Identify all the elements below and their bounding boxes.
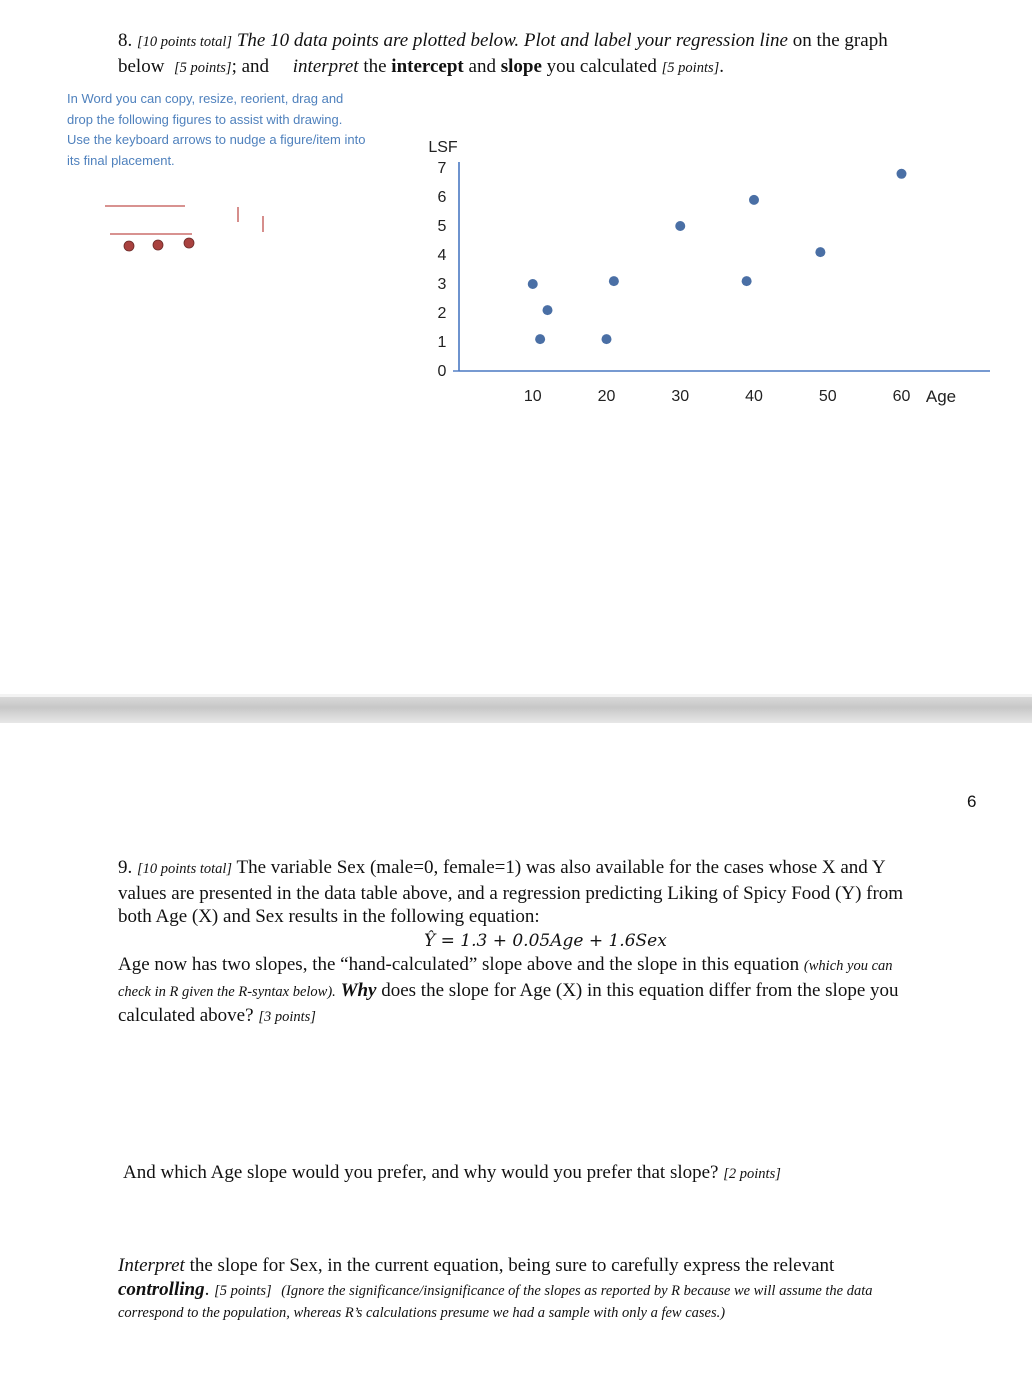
data-point-2 xyxy=(535,334,545,344)
q9-followup-points: [2 points] xyxy=(723,1166,781,1182)
x-tick-label-50: 50 xyxy=(818,388,837,405)
q9-equation: Ŷ = 1.3 + 0.05Age + 1.6Sex xyxy=(424,930,667,951)
q9-ignore-2: correspond to the population, whereas R’s calculations presume we had a sample with only a few cases.) xyxy=(118,1305,726,1321)
q9-line-3: both Age (X) and Sex results in the following equation: xyxy=(118,906,540,927)
x-tick-label-20: 20 xyxy=(597,388,616,405)
x-tick-label-40: 40 xyxy=(745,388,763,405)
data-point-9 xyxy=(815,247,825,257)
q9-why: Why xyxy=(340,979,377,1001)
q8-interpret: interpret xyxy=(292,55,359,77)
word-drawing-hint xyxy=(67,89,397,171)
page-number: 6 xyxy=(967,792,977,811)
data-point-4 xyxy=(602,334,612,344)
q8-points-a: [5 points] xyxy=(173,59,232,76)
q8-intercept: intercept xyxy=(391,55,464,77)
q8-text-f: and xyxy=(468,55,496,77)
x-axis-label: Age xyxy=(925,387,957,406)
q8-text-c: below xyxy=(118,55,165,77)
y-tick-labels xyxy=(438,160,447,380)
y-tick-label-0: 0 xyxy=(437,363,447,380)
y-tick-label-6: 6 xyxy=(437,189,447,206)
hint-line-3: Use the keyboard arrows to nudge a figure/item into xyxy=(67,132,366,147)
data-point-1 xyxy=(528,279,538,289)
q8-points-b: [5 points] xyxy=(661,59,720,76)
data-point-6 xyxy=(675,221,685,231)
q9-points: [3 points] xyxy=(258,1009,316,1025)
data-point-5 xyxy=(609,276,619,286)
q9-line-6: calculated above? xyxy=(118,1005,254,1026)
data-point-10 xyxy=(897,169,907,179)
q9-line-2: values are presented in the data table above, and a regression predicting Liking of Spicy Food (Y) from xyxy=(118,882,904,904)
q8-text-d: ; and xyxy=(231,55,270,77)
q8-number: 8. xyxy=(118,30,133,51)
q9-points-total: [10 points total] xyxy=(137,861,233,877)
drawing-helper-figures xyxy=(95,195,275,255)
y-tick-label-7: 7 xyxy=(437,160,447,177)
q9-followup xyxy=(123,1161,781,1187)
q8-text-e: the xyxy=(363,55,387,77)
scatter-chart xyxy=(415,130,1005,420)
x-tick-label-10: 10 xyxy=(523,388,542,405)
q8-period: . xyxy=(719,55,725,77)
q9-paren-2: check in R given the R-syntax below). xyxy=(118,983,336,1000)
q9-line-4: Age now has two slopes, the “hand-calculated” slope above and the slope in this equation xyxy=(118,954,800,975)
red-dot-figure-3[interactable] xyxy=(184,238,194,248)
hint-line-4: its final placement. xyxy=(67,152,175,168)
data-points xyxy=(528,169,907,344)
y-tick-label-2: 2 xyxy=(437,305,447,322)
q9-ignore-1: (Ignore the significance/insignificance of the slopes as reported by R because we will assume the data xyxy=(281,1282,873,1299)
red-dot-figure-2[interactable] xyxy=(153,240,163,250)
x-tick-labels xyxy=(524,387,956,406)
q8-prompt xyxy=(118,29,998,80)
q8-text-b: on the graph xyxy=(792,30,888,51)
y-tick-label-4: 4 xyxy=(437,247,447,264)
y-axis-label: LSF xyxy=(428,139,458,156)
data-point-7 xyxy=(742,276,752,286)
q9-interpret-rest: the slope for Sex, in the current equation, being sure to carefully express the relevant xyxy=(189,1255,835,1276)
y-tick-label-3: 3 xyxy=(437,276,447,293)
q9-paren-1: (which you can xyxy=(803,958,893,974)
q9-line-1: The variable Sex (male=0, female=1) was also available for the cases whose X and Y xyxy=(236,857,886,878)
q9-interpret-word: Interpret xyxy=(118,1255,185,1276)
hint-line-1: In Word you can copy, resize, reorient, drag and xyxy=(67,91,344,106)
q9-line-5: does the slope for Age (X) in this equation differ from the slope you xyxy=(381,979,899,1001)
data-point-8 xyxy=(749,195,759,205)
data-point-3 xyxy=(543,305,553,315)
q8-text-g: you calculated xyxy=(546,55,657,77)
red-dot-figure-1[interactable] xyxy=(124,241,134,251)
q8-text-a: The 10 data points are plotted below. Plot and label your regression line xyxy=(236,30,788,51)
y-tick-label-5: 5 xyxy=(437,218,447,235)
q8-slope: slope xyxy=(500,55,542,77)
q9-prompt xyxy=(118,856,998,1030)
q8-points-total: [10 points total] xyxy=(137,34,233,50)
x-tick-label-60: 60 xyxy=(892,388,911,405)
x-tick-label-30: 30 xyxy=(671,388,690,405)
q9-controlling: controlling xyxy=(118,1278,205,1300)
y-tick-label-1: 1 xyxy=(437,334,447,351)
q9-number: 9. xyxy=(118,857,133,878)
page-break-gap xyxy=(0,697,1032,723)
hint-line-2: drop the following figures to assist with drawing. xyxy=(67,111,343,127)
q9-interpret-prompt: Interpret the slope for Sex, in the current equation, being sure to carefully express the relevant controlling. [5 points] (Ignore the significance/insignificance of the slopes as reported by R because we will assume the data correspond to the population, whereas R’s calculations presume we had a sample with only a few cases.) xyxy=(118,1254,998,1323)
q9-followup-text: And which Age slope would you prefer, and why would you prefer that slope? xyxy=(123,1162,719,1183)
q9-interpret-points: [5 points] xyxy=(214,1282,272,1299)
